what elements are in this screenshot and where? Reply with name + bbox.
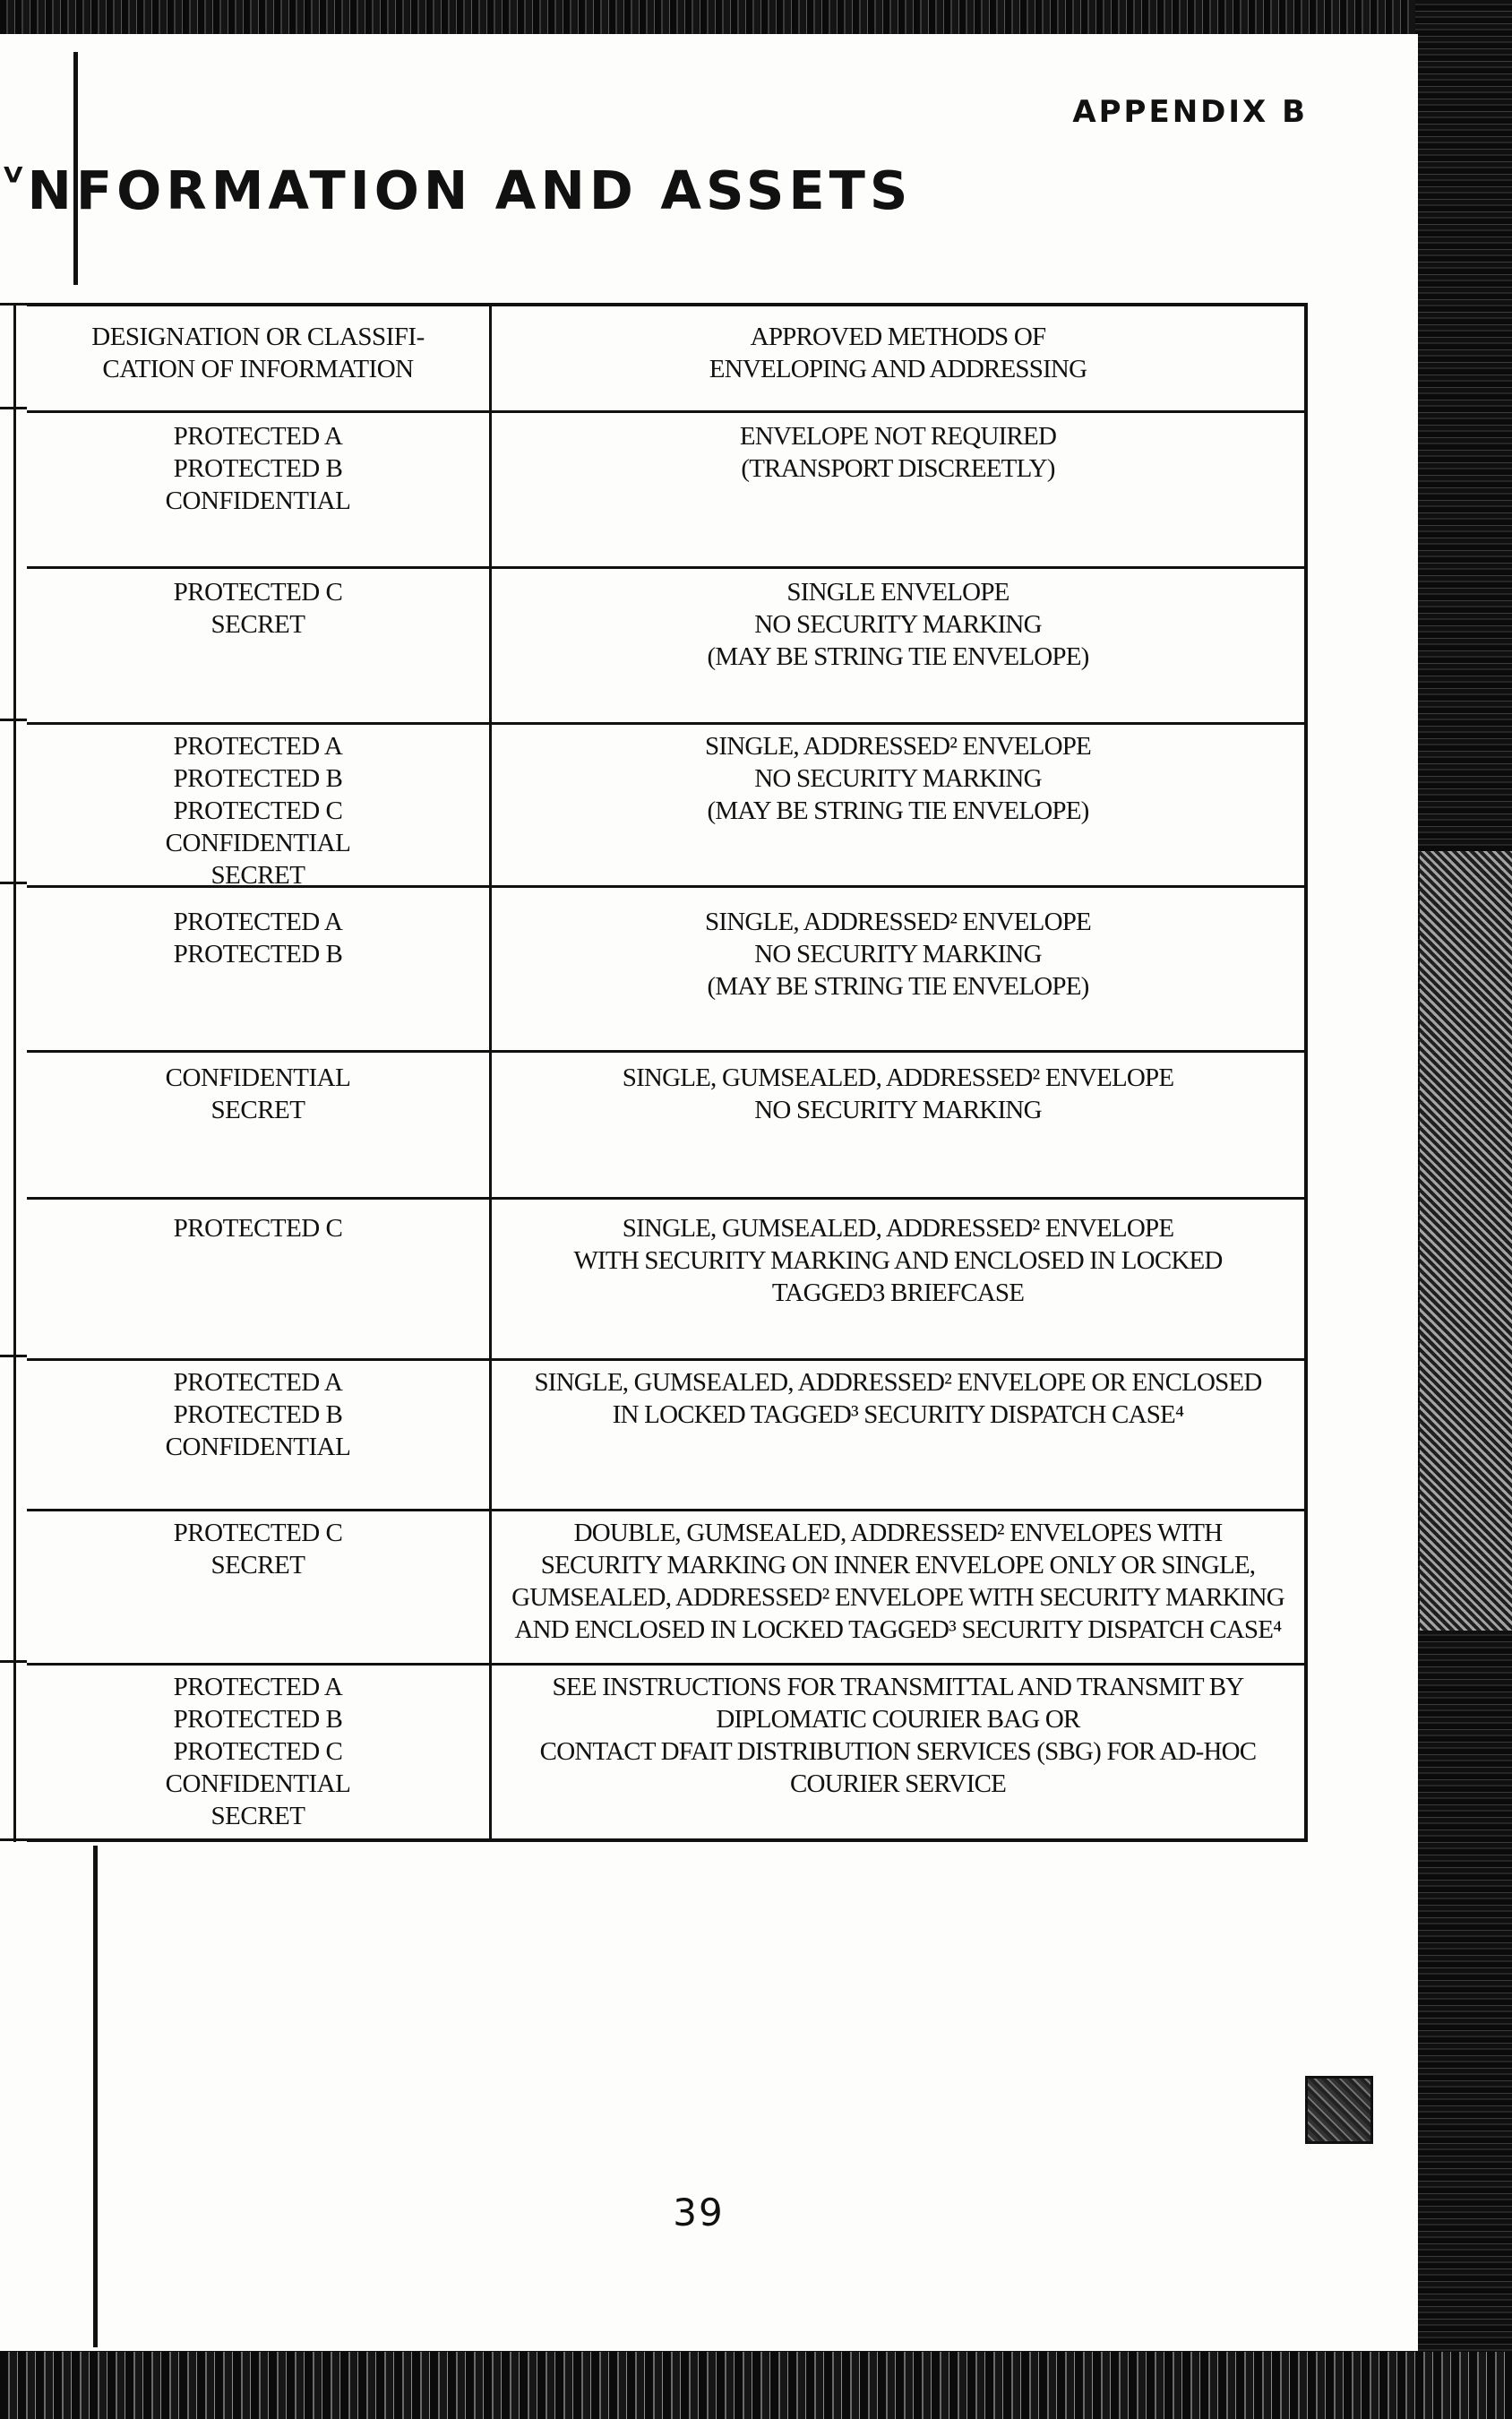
method-cell: SINGLE, GUMSEALED, ADDRESSED² ENVELOPE WITH SECURITY MARKING AND ENCLOSED IN LOCKED TAGGED3 BRIEFCASE [573, 1214, 1223, 1307]
designation-cell: PROTECTED A PROTECTED B PROTECTED C CONFIDENTIAL SECRET [165, 1673, 351, 1830]
margin-rule [93, 1846, 98, 2347]
method-cell: SINGLE, ADDRESSED² ENVELOPE NO SECURITY MARKING (MAY BE STRING TIE ENVELOPE) [705, 908, 1091, 1001]
table-header-row [27, 306, 1304, 410]
designation-cell: CONFIDENTIAL SECRET [165, 1063, 351, 1124]
page-number: 39 [673, 2191, 725, 2234]
designation-cell: PROTECTED A PROTECTED B [173, 908, 343, 968]
designation-cell: PROTECTED C SECRET [173, 578, 343, 639]
method-cell: ENVELOPE NOT REQUIRED (TRANSPORT DISCREETLY) [739, 422, 1057, 483]
designation-cell: PROTECTED A PROTECTED B CONFIDENTIAL [165, 1368, 351, 1461]
left-page-edge [0, 303, 27, 1842]
appendix-label: APPENDIX B [1072, 94, 1308, 130]
table-row [27, 1197, 1304, 1358]
table-row [27, 1509, 1304, 1663]
table-row [27, 1663, 1304, 1842]
scan-speckle [1420, 851, 1512, 1631]
designation-cell: PROTECTED A PROTECTED B CONFIDENTIAL [165, 422, 351, 515]
table-row [27, 885, 1304, 1050]
method-cell: SEE INSTRUCTIONS FOR TRANSMITTAL AND TRANSMIT BY DIPLOMATIC COURIER BAG OR CONTACT DFAIT DISTRIBUTION SERVICES (SBG) FOR AD-HOC COURIER SERVICE [539, 1673, 1257, 1798]
scan-border-top [0, 0, 1512, 38]
enveloping-table [27, 303, 1308, 1842]
designation-cell: PROTECTED A PROTECTED B PROTECTED C CONFIDENTIAL SECRET [165, 732, 351, 890]
table-row [27, 1358, 1304, 1509]
table-row [27, 1050, 1304, 1197]
header-designation: DESIGNATION OR CLASSIFI- CATION OF INFORMATION [91, 323, 425, 383]
scan-border-bottom [0, 2352, 1512, 2419]
scan-corner-mark [1305, 2076, 1373, 2144]
designation-cell: PROTECTED C SECRET [173, 1519, 343, 1580]
table-row [27, 410, 1304, 566]
method-cell: SINGLE, GUMSEALED, ADDRESSED² ENVELOPE OR ENCLOSED IN LOCKED TAGGED³ SECURITY DISPATCH CASE⁴ [534, 1368, 1262, 1429]
method-cell: SINGLE ENVELOPE NO SECURITY MARKING (MAY BE STRING TIE ENVELOPE) [707, 578, 1089, 671]
table-row [27, 566, 1304, 722]
header-approved-methods: APPROVED METHODS OF ENVELOPING AND ADDRESSING [709, 323, 1087, 383]
page-title: $^ⱽ$NFORMATION AND ASSETS [4, 159, 913, 221]
designation-cell: PROTECTED C [173, 1214, 343, 1243]
method-cell: SINGLE, GUMSEALED, ADDRESSED² ENVELOPE NO SECURITY MARKING [622, 1063, 1174, 1124]
method-cell: DOUBLE, GUMSEALED, ADDRESSED² ENVELOPES WITH SECURITY MARKING ON INNER ENVELOPE ONLY OR SINGLE, GUMSEALED, ADDRESSED² ENVELOPE WITH SECURITY MARKING AND ENCLOSED IN LOCKED TAGGED³ SECURITY DISPATCH CASE⁴ [511, 1519, 1284, 1644]
table-row [27, 722, 1304, 890]
method-cell: SINGLE, ADDRESSED² ENVELOPE NO SECURITY MARKING (MAY BE STRING TIE ENVELOPE) [705, 732, 1091, 825]
